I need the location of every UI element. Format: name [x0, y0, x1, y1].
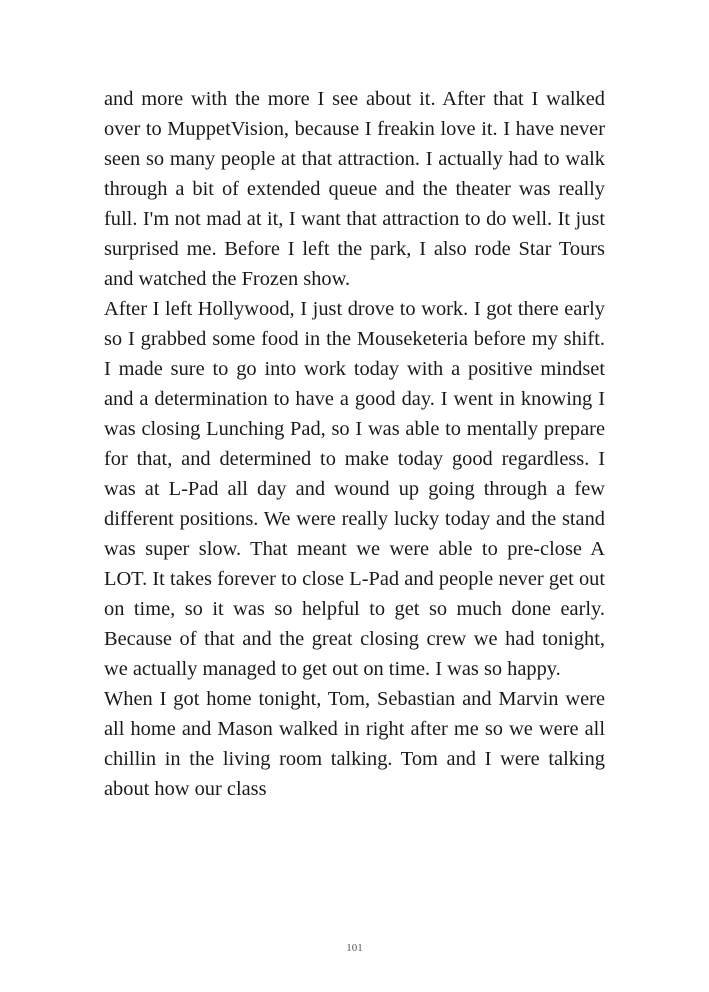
body-text	[104, 84, 605, 804]
paragraph-2: After I left Hollywood, I just drove to work. I got there early so I grabbed some food in the Mouseketeria before my shift. I made sure to go into work today with a positive mindset and a determination to have a good day. I went in knowing I was closing Lunching Pad, so I was able to mentally prepare for that, and determined to make today good regardless. I was at L-Pad all day and wound up going through a few different positions. We were really lucky today and the stand was super slow. That meant we were able to pre-close A LOT. It takes forever to close L-Pad and people never get out on time, so it was so helpful to get so much done early. Because of that and the great closing crew we had tonight, we actually managed to get out on time. I was so happy.	[104, 298, 605, 680]
paragraph-1: and more with the more I see about it. After that I walked over to MuppetVision, because I freakin love it. I have never seen so many people at that attraction. I actually had to walk through a bit of extended queue and the theater was really full. I'm not mad at it, I want that attraction to do well. It just surprised me. Before I left the park, I also rode Star Tours and watched the Frozen show.	[104, 88, 605, 290]
paragraph-3: When I got home tonight, Tom, Sebastian and Marvin were all home and Mason walked in right after me so we were all chillin in the living room talking. Tom and I were talking about how our class	[104, 688, 605, 800]
page-number: 101	[346, 942, 363, 954]
